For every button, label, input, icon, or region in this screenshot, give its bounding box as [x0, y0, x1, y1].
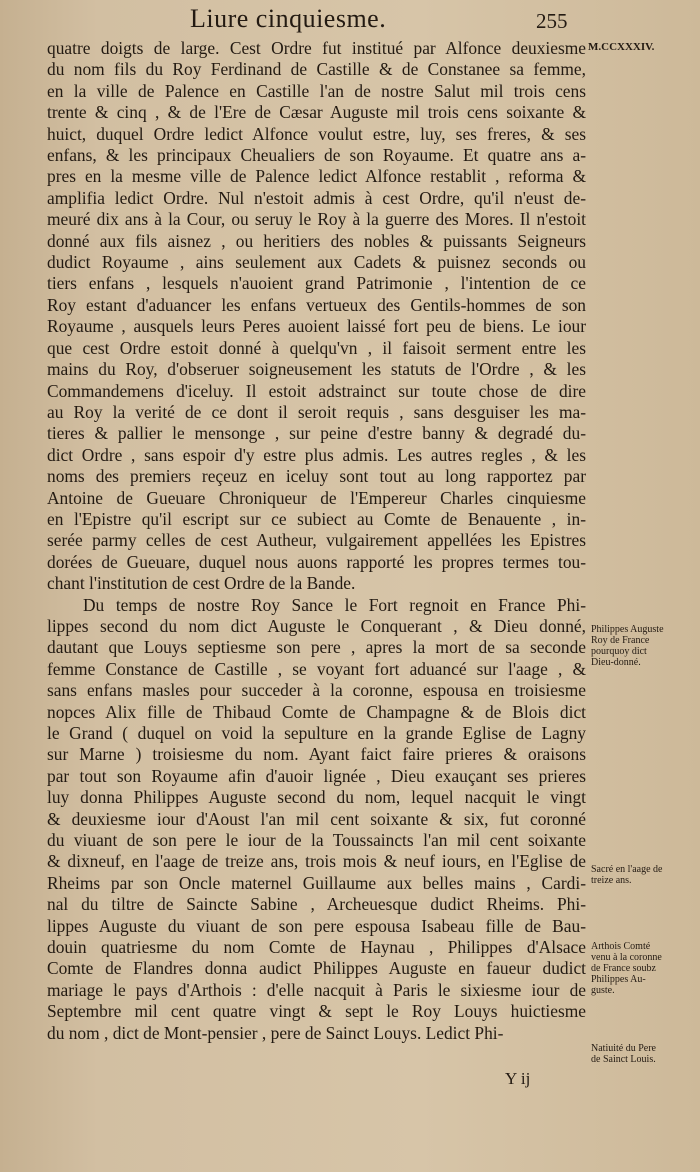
text-line: Antoine de Gueuare Chroniqueur de l'Empereur Charles cinquiesme: [47, 487, 586, 508]
year-margin-note: M.CCXXXIV.: [588, 41, 655, 53]
margin-note-line: de Sainct Louis.: [591, 1054, 656, 1065]
text-line: & deuxiesme iour d'Aoust l'an mil cent soixante & six, fut coronné: [47, 808, 586, 829]
text-line: trente & cinq , & de l'Ere de Cæsar Auguste mil trois cens soixante &: [47, 102, 586, 123]
text-line: huict, duquel Ordre ledict Alfonce voulut estre, luy, ses freres, & ses: [47, 123, 586, 144]
text-line: tieres & pallier le mensonge , sur peine d'estre banny & degradé du-: [47, 423, 586, 444]
text-line: au Roy la verité de ce dont il seroit requis , sans desguiser les ma-: [47, 401, 586, 422]
text-line: quatre doigts de large. Cest Ordre fut institué par Alfonce deuxiesme: [47, 38, 586, 58]
text-line: douin quatriesme du nom Comte de Haynau , Philippes d'Alsace: [47, 937, 586, 958]
margin-note-line: Philippes Auguste: [591, 624, 664, 635]
page-number: 255: [536, 9, 568, 33]
text-line: pres en la mesme ville de Palence ledict Alfonce restablit , reforma &: [47, 166, 586, 187]
text-line: serée parmy celles de cest Autheur, vulgairement appellées les Epistres: [47, 530, 586, 551]
text-line: Rheims par son Oncle maternel Guillaume aux belles mains , Cardi-: [47, 872, 586, 893]
text-line: du nom fils du Roy Ferdinand de Castille & de Constanee sa femme,: [47, 59, 586, 80]
text-line: Royaume , ausquels leurs Peres auoient laissé fort peu de biens. Le iour: [47, 316, 586, 337]
margin-note-line: venu à la coronne: [591, 952, 662, 963]
text-line: Septembre mil cent quatre vingt & sept le Roy Louys huictiesme: [47, 1001, 586, 1022]
text-line: enfans, & les principaux Cheualiers de son Royaume. Et quatre ans a-: [47, 145, 586, 166]
text-line: Comte de Flandres donna audict Philippes Auguste en faueur dudict: [47, 958, 586, 979]
margin-note-natiuite: [591, 1043, 697, 1065]
running-title: Liure cinquiesme.: [190, 4, 387, 33]
text-line: dautant que Louys septiesme son pere , apres la mort de sa seconde: [47, 637, 586, 658]
text-line: dudict Royaume , ains seulement aux Cadets & puisnez seconds ou: [47, 252, 586, 273]
margin-note-philippes-auguste: [591, 624, 697, 668]
margin-note-line: Sacré en l'aage de: [591, 864, 663, 875]
text-line: par tout son Royaume afin d'auoir lignée , Dieu exauçant ses prieres: [47, 765, 586, 786]
text-line: en l'Epistre qu'il escript sur ce subiect au Comte de Benauente , in-: [47, 508, 586, 529]
text-line: du viuant de son pere le iour de la Toussaincts l'an mil cent soixante: [47, 830, 586, 851]
margin-note-line: guste.: [591, 985, 615, 996]
margin-note-line: Roy de France: [591, 635, 650, 646]
margin-note-line: treize ans.: [591, 875, 632, 886]
text-line: dict Ordre , sans espoir d'y estre plus admis. Les autres regles , & les: [47, 444, 586, 465]
text-line: lippes second du nom dict Auguste le Conquerant , & Dieu donné,: [47, 615, 586, 636]
text-line: mariage le pays d'Arthois : d'elle nacquit à Paris le sixiesme iour de: [47, 979, 586, 1000]
text-line: en la ville de Palence en Castille l'an de nostre Salut mil trois cens: [47, 80, 586, 101]
margin-note-line: pourquoy dict: [591, 646, 647, 657]
margin-note-line: Arthois Comté: [591, 941, 651, 952]
text-line: lippes Auguste du viuant de son pere espousa Isabeau fille de Bau-: [47, 915, 586, 936]
text-line: chant l'institution de cest Ordre de la Bande.: [47, 573, 356, 594]
margin-note-line: Natiuité du Pere: [591, 1043, 656, 1054]
text-line: donné aux fils aisnez , ou heritiers des nobles & puissants Seigneurs: [47, 230, 586, 251]
text-line: Roy estant d'aduancer les enfans vertueux des Gentils-hommes de son: [47, 294, 586, 315]
text-line: Du temps de nostre Roy Sance le Fort regnoit en France Phi-: [83, 594, 586, 615]
margin-note-line: Dieu-donné.: [591, 657, 641, 668]
body-text: [47, 38, 586, 1044]
signature-mark: Y ij: [505, 1069, 531, 1088]
text-line: sur Marne ) troisiesme du nom. Ayant faict faire prieres & oraisons: [47, 744, 586, 765]
text-line: & dixneuf, en l'aage de treize ans, trois mois & neuf iours, en l'Eglise de: [47, 851, 586, 872]
text-line: Commandemens d'iceluy. Il estoit adstrainct sur toute chose de dire: [47, 380, 586, 401]
text-line: luy donna Philippes Auguste second du nom, lequel nacquit le vingt: [47, 787, 586, 808]
text-line: dorées de Gueuare, duquel nous auons rapporté les propres termes tou-: [47, 551, 586, 572]
text-line: meuré dix ans à la Cour, ou seruy le Roy à la guerre des Mores. Il n'estoit: [47, 209, 586, 230]
text-line: noms des premiers reçeuz en iceluy sont tout au long rapportez par: [47, 466, 586, 487]
text-line: mains du Roy, d'obseruer soigneusement les statuts de l'Ordre , & les: [47, 359, 586, 380]
text-line: amplifia ledict Ordre. Nul n'estoit admis à cest Ordre, qu'il n'eust de-: [47, 187, 586, 208]
margin-note-line: Philippes Au-: [591, 974, 646, 985]
text-line: que cest Ordre estoit donné à quelqu'vn , il faisoit serment entre les: [47, 337, 586, 358]
margin-note-arthois: [591, 941, 697, 996]
margin-note-line: de France soubz: [591, 963, 656, 974]
text-line: nal du tiltre de Saincte Sabine , Archeuesque dudict Rheims. Phi-: [47, 894, 586, 915]
text-line: le Grand ( duquel on void la sepulture en la grande Eglise de Lagny: [47, 723, 586, 743]
margin-note-sacre: [591, 864, 697, 886]
text-line: tiers enfans , lesquels n'auoient grand Patrimonie , l'intention de ce: [47, 273, 586, 294]
text-line: nopces Alix fille de Thibaud Comte de Champagne & de Blois dict: [47, 701, 586, 722]
text-line: du nom , dict de Mont-pensier , pere de Sainct Louys. Ledict Phi-: [47, 1022, 504, 1043]
text-line: sans enfans masles pour succeder à la coronne, espousa en troisiesme: [47, 680, 586, 701]
text-line: femme Constance de Castille , se voyant fort aduancé sur l'aage , &: [47, 658, 586, 679]
